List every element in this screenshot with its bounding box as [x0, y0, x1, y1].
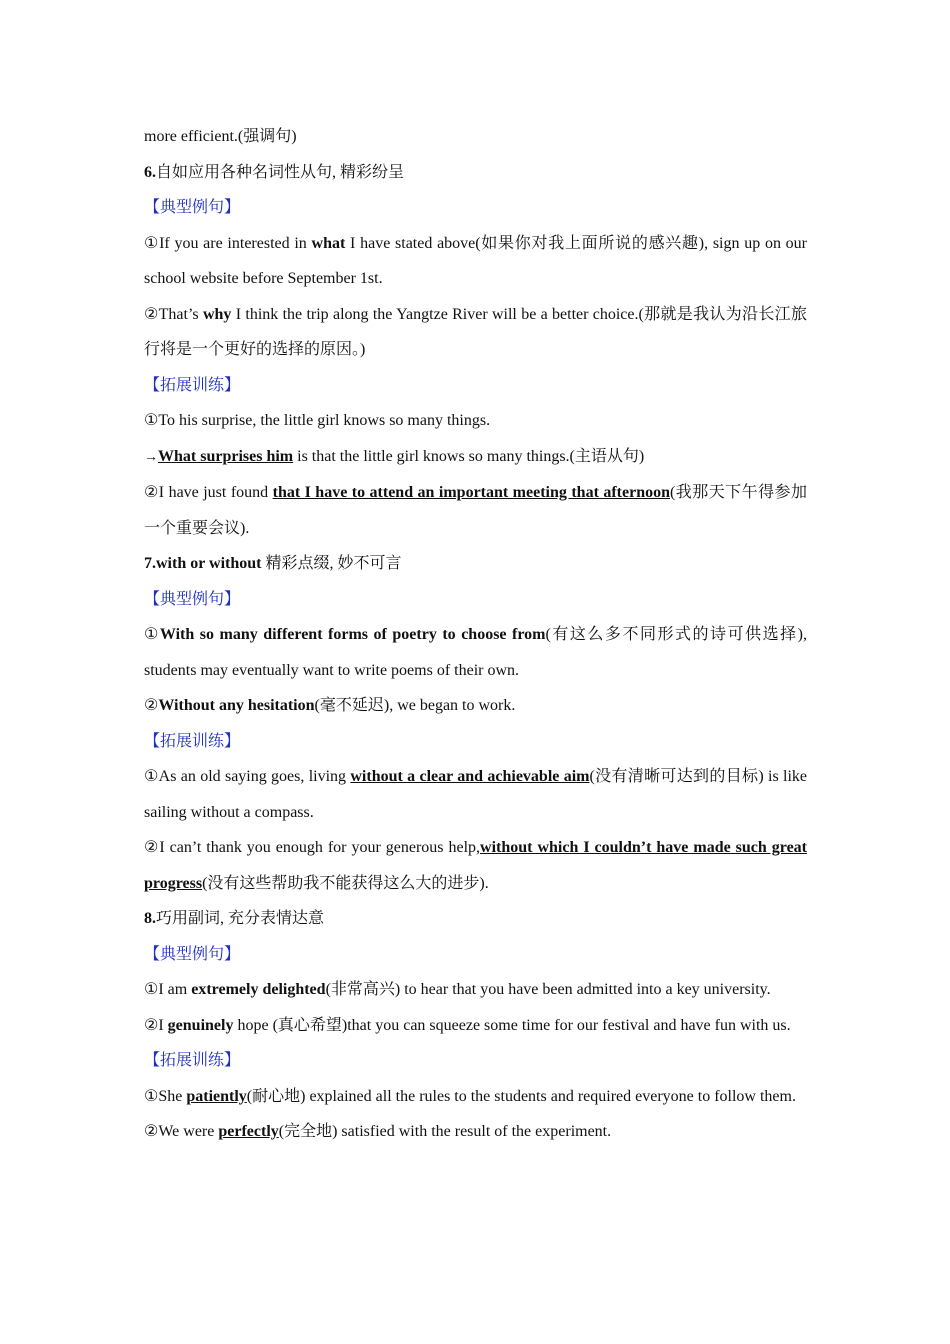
section-tag — [144, 937, 807, 973]
bold-text: what — [311, 234, 346, 252]
paragraph — [144, 830, 807, 901]
text-run: 【拓展训练】 — [144, 732, 241, 750]
paragraph — [144, 1114, 807, 1150]
text-run: ①She — [144, 1087, 187, 1105]
section-tag — [144, 1043, 807, 1079]
text-run: 【拓展训练】 — [144, 1052, 241, 1069]
text-run: ②We were — [144, 1123, 219, 1140]
text-run: ①I am — [144, 981, 192, 998]
paragraph — [144, 439, 807, 476]
bold-text: 8. — [144, 910, 156, 927]
answer-text: What surprises him — [158, 447, 294, 465]
answer-text: patiently — [186, 1087, 247, 1105]
text-run: 【典型例句】 — [144, 199, 241, 216]
text-run: ①To his surprise, the little girl knows so many things. — [144, 412, 491, 429]
answer-text: that I have to attend an important meeting that afternoon — [272, 484, 671, 501]
text-run: ①As an old saying goes, living — [144, 768, 351, 785]
text-run: (没有清晰可达到的目标) is like sailing without a compass. — [144, 768, 807, 821]
text-run: ②I can’t thank you enough for your generous help, — [144, 839, 481, 856]
paragraph — [144, 901, 807, 937]
paragraph — [144, 297, 807, 368]
paragraph — [144, 119, 807, 155]
paragraph — [144, 972, 807, 1008]
text-run: (没有这些帮助我不能获得这么大的进步). — [202, 874, 489, 892]
text-run: I think the trip along the Yangtze River will be a better choice.(那就是我认为沿长江旅行将是一个更好的选择的原因。) — [144, 305, 807, 358]
text-run: 【典型例句】 — [144, 590, 241, 608]
text-run: ② — [144, 697, 159, 714]
text-run: 【拓展训练】 — [144, 376, 241, 394]
paragraph — [144, 1008, 807, 1044]
text-run: more efficient.(强调句) — [144, 128, 297, 145]
text-run: (非常高兴) to hear that you have been admitted into a key university. — [325, 981, 771, 998]
paragraph — [144, 403, 807, 439]
text-run: I have stated above(如果你对我上面所说的感兴趣), sign up on our school website before September 1st. — [144, 234, 807, 287]
text-run: ②I — [144, 1016, 168, 1034]
paragraph — [144, 1079, 807, 1115]
paragraph — [144, 226, 807, 297]
bold-text: Without any hesitation — [158, 697, 315, 714]
paragraph — [144, 759, 807, 830]
bold-text: why — [202, 305, 232, 323]
text-run: (完全地) satisfied with the result of the experiment. — [278, 1123, 612, 1140]
text-run: hope (真心希望)that you can squeeze some time for our festival and have fun with us. — [233, 1016, 791, 1034]
text-run: 自如应用各种名词性从句, 精彩纷呈 — [156, 163, 405, 181]
bold-text: extremely delighted — [191, 981, 326, 998]
section-tag — [144, 724, 807, 760]
bold-text: genuinely — [167, 1016, 234, 1034]
paragraph — [144, 155, 807, 191]
text-run: (我那天下午得参加一个重要会议). — [144, 484, 807, 537]
text-run: ①If you are interested in — [144, 234, 312, 252]
text-run: (有这么多不同形式的诗可供选择), students may eventually want to write poems of their own. — [144, 626, 807, 679]
text-run: 巧用副词, 充分表情达意 — [156, 910, 325, 927]
text-run: ②I have just found — [144, 484, 273, 501]
bold-text: 6. — [144, 163, 156, 181]
text-run: 精彩点缀, 妙不可言 — [261, 555, 402, 572]
section-tag — [144, 190, 807, 226]
section-tag — [144, 582, 807, 618]
text-run: ① — [144, 626, 160, 643]
paragraph — [144, 617, 807, 688]
text-run: → — [144, 449, 158, 465]
answer-text: without which I couldn’t have made such great progress — [144, 839, 808, 892]
text-run: (耐心地) explained all the rules to the students and required everyone to follow them. — [246, 1087, 796, 1105]
answer-text: without a clear and achievable aim — [350, 768, 590, 785]
paragraph — [144, 688, 807, 724]
paragraph — [144, 546, 807, 582]
text-run: is that the little girl knows so many things.(主语从句) — [293, 447, 645, 465]
document-page — [144, 119, 807, 1150]
text-run: ②That’s — [144, 305, 203, 323]
bold-text: 7.with or without — [144, 555, 262, 572]
text-run: 【典型例句】 — [144, 945, 241, 963]
answer-text: perfectly — [218, 1123, 279, 1140]
bold-text: With so many different forms of poetry to choose from — [159, 626, 546, 643]
text-run: (毫不延迟), we began to work. — [314, 697, 516, 714]
section-tag — [144, 368, 807, 404]
paragraph — [144, 475, 807, 546]
